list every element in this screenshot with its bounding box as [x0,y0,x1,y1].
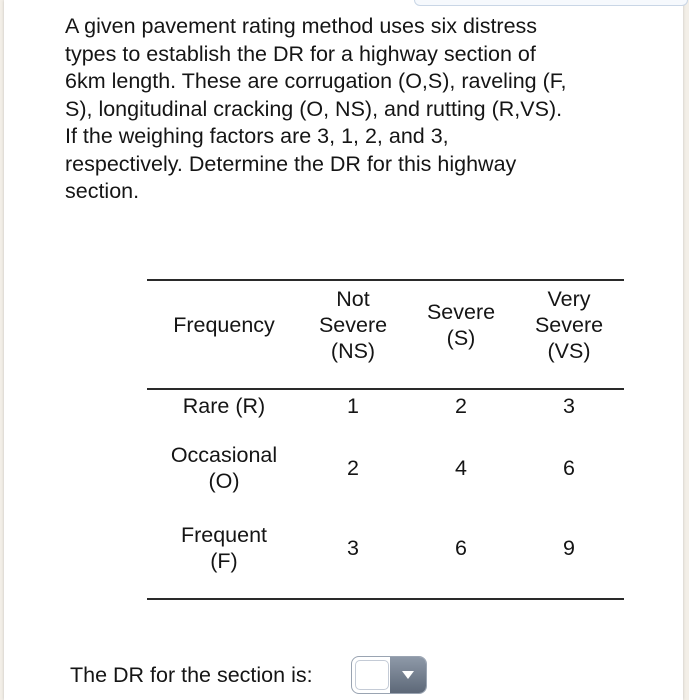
table-bottom-rule [147,598,624,600]
answer-label: The DR for the section is: [70,663,313,687]
cell-value: 6 [563,456,575,480]
row-label: Occasional (O) [170,443,278,493]
cell-value: 4 [455,456,467,480]
row-label: Frequent (F) [180,523,268,573]
cell-value: 3 [563,394,575,418]
header-not-severe: Not Severe (NS) [318,287,388,363]
row-label: Rare (R) [182,394,266,418]
question-text: A given pavement rating method uses six distress types to establish the DR for a highway section of 6km length. These are corrugation (O,S), raveling (F, S), longitudinal cracking (O, NS), and rutting (R,VS). If the weighing factors are 3, 1, 2, and 3, respectively. Determine the DR for this highway section. [65,14,567,203]
table-top-rule [147,279,624,281]
dropdown-button[interactable] [390,657,426,693]
cell-value: 9 [563,536,575,560]
dropdown-value[interactable] [355,660,389,690]
top-tab [414,0,688,6]
question-card [4,0,683,700]
header-frequency: Frequency [173,313,275,337]
header-severe: Severe (S) [426,300,496,350]
dr-answer-dropdown[interactable] [351,656,427,694]
cell-value: 1 [347,394,359,418]
caret-down-icon [401,670,415,680]
cell-value: 2 [455,394,467,418]
cell-value: 6 [455,536,467,560]
cell-value: 3 [347,536,359,560]
header-very-severe: Very Severe (VS) [534,287,604,363]
cell-value: 2 [347,456,359,480]
